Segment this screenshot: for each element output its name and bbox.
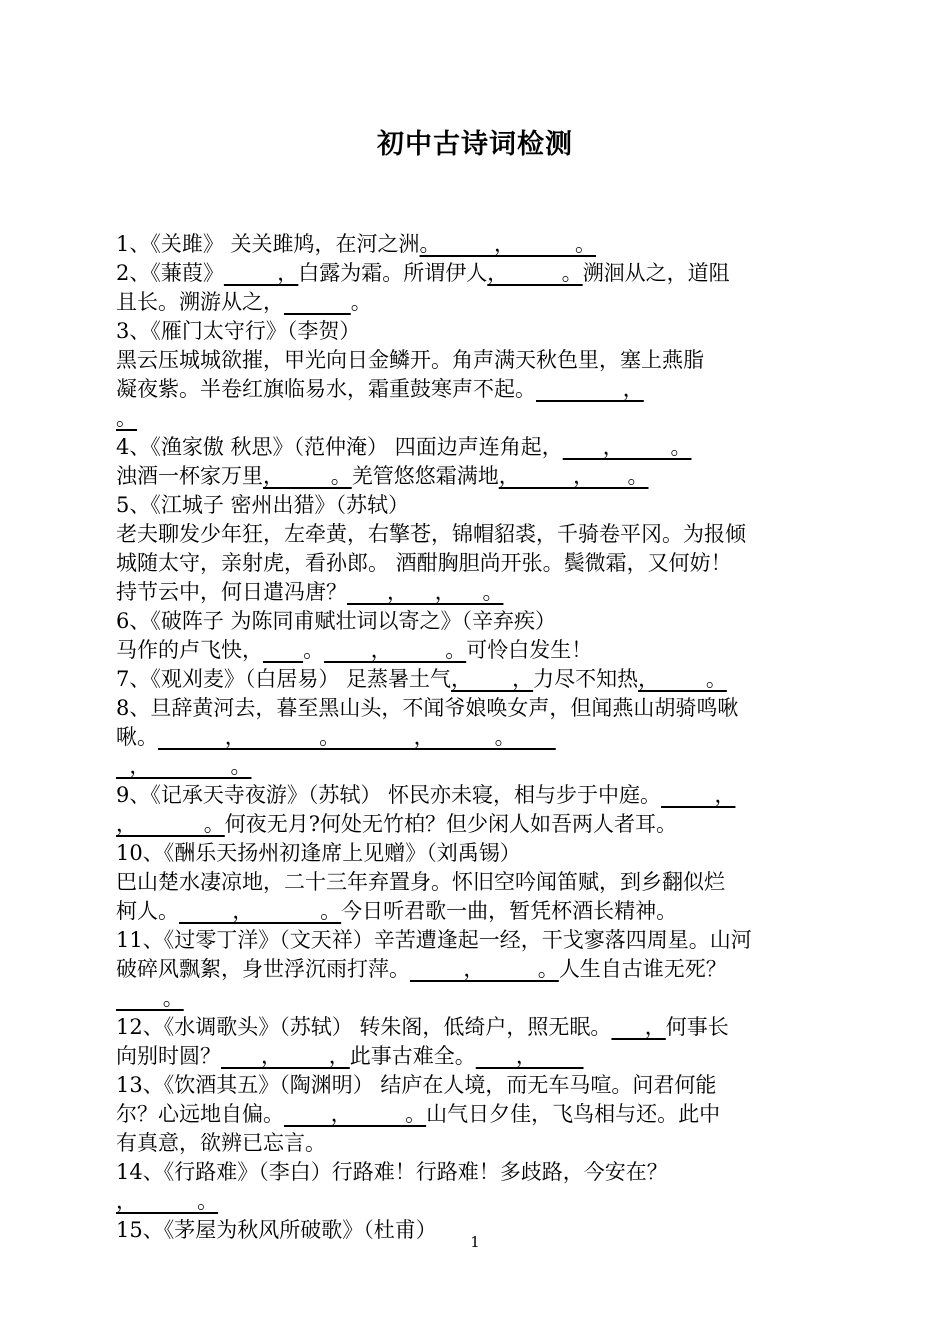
line-text: 4、《渔家傲 秋思》（范仲淹） 四面边声连角起， — [116, 435, 563, 459]
line-text: 2、《蒹葭》 — [116, 261, 224, 285]
text-line — [116, 259, 842, 288]
text-line — [116, 549, 842, 578]
line-text: 1、《关雎》 关关雎鸠，在河之洲 — [116, 232, 420, 256]
line-text: 何夜无月?何处无竹柏？但少闲人如吾两人者耳。 — [224, 812, 678, 836]
line-text: 白露为霜。所谓伊人 — [298, 261, 488, 285]
line-text: 山气日夕佳，飞鸟相与还。此中 — [426, 1102, 721, 1126]
fill-blank: ， ， 。 — [498, 464, 649, 488]
text-line — [116, 317, 842, 346]
text-line — [116, 723, 842, 752]
line-text: 柯人。 — [116, 899, 179, 923]
text-line — [116, 375, 842, 404]
text-line — [116, 1071, 842, 1100]
line-text: 。 — [303, 638, 325, 662]
line-text: 持节云中，何日遣冯唐？ — [116, 580, 347, 604]
fill-blank: ， — [223, 261, 299, 285]
text-line — [116, 1129, 842, 1158]
document-body — [116, 230, 842, 1245]
line-text: 可怜白发生！ — [466, 638, 593, 662]
fill-blank: 。 ， 。 — [419, 232, 597, 256]
text-line — [116, 781, 842, 810]
text-line — [116, 578, 842, 607]
line-text: 凝夜紫。半卷红旗临易水，霜重鼓寒声不起。 — [116, 377, 536, 401]
fill-blank: ， 。 — [116, 1189, 219, 1213]
fill-blank: ， 。 ， 。 — [158, 725, 556, 749]
page-number: 1 — [470, 1233, 480, 1251]
text-line — [116, 433, 842, 462]
text-line — [116, 1158, 842, 1187]
fill-blank: ， 。 — [263, 464, 352, 488]
fill-blank: ， 。 — [410, 957, 559, 981]
text-line — [116, 926, 842, 955]
text-line — [116, 491, 842, 520]
line-text: 黑云压城城欲摧，甲光向日金鳞开。角声满天秋色里，塞上燕脂 — [116, 348, 704, 372]
fill-blank: ， — [661, 783, 736, 807]
line-text: 老夫聊发少年狂，左牵黄，右擎苍，锦帽貂裘，千骑卷平冈。为报倾 — [116, 522, 746, 546]
line-text: 且长。溯游从之， — [116, 290, 284, 314]
line-text: 马作的卢飞快， — [116, 638, 263, 662]
fill-blank — [263, 638, 303, 662]
line-text: 有真意，欲辨已忘言。 — [116, 1131, 326, 1155]
fill-blank: ， — [536, 377, 644, 401]
text-line — [116, 404, 842, 433]
line-text: 破碎风飘絮，身世浮沉雨打萍。 — [116, 957, 410, 981]
text-line — [116, 607, 842, 636]
line-text: 尔？心远地自偏。 — [116, 1102, 284, 1126]
line-text: 力尽不知热 — [533, 667, 639, 691]
text-line — [116, 897, 842, 926]
line-text: 今日听君歌一曲，暂凭杯酒长精神。 — [341, 899, 678, 923]
fill-blank — [284, 290, 351, 314]
line-text: 15、《茅屋为秋风所破歌》（杜甫） — [116, 1218, 437, 1242]
text-line — [116, 868, 842, 897]
line-text: 巴山楚水凄凉地，二十三年弃置身。怀旧空吟闻笛赋，到乡翻似烂 — [116, 870, 725, 894]
fill-blank: ， — [611, 1015, 666, 1039]
fill-blank: 。 — [116, 986, 184, 1010]
line-text: 何事长 — [665, 1015, 729, 1039]
text-line — [116, 636, 842, 665]
text-line — [116, 288, 842, 317]
line-text: 此事古难全。 — [349, 1044, 476, 1068]
text-line — [116, 1100, 842, 1129]
text-line — [116, 752, 842, 781]
line-text: 3、《雁门太守行》（李贺） — [116, 319, 361, 343]
line-text: 人生自古谁无死？ — [558, 957, 727, 981]
fill-blank: ， ， 。 — [347, 580, 504, 604]
fill-blank: ， ， — [221, 1044, 350, 1068]
line-text: 向别时圆？ — [116, 1044, 221, 1068]
text-line — [116, 694, 842, 723]
line-text: 6、《破阵子 为陈同甫赋壮词以寄之》（辛弃疾） — [116, 609, 557, 633]
text-line — [116, 810, 842, 839]
line-text: 9、《记承天寺夜游》（苏轼） 怀民亦未寝，相与步于中庭。 — [116, 783, 662, 807]
text-line — [116, 520, 842, 549]
text-line — [116, 839, 842, 868]
fill-blank: ， 。 — [324, 638, 467, 662]
fill-blank: ， 。 — [284, 1102, 427, 1126]
line-text: 羌管悠悠霜满地 — [351, 464, 499, 488]
line-text: 8、旦辞黄河去，暮至黑山头，不闻爷娘唤女声，但闻燕山胡骑鸣啾 — [116, 696, 739, 720]
fill-blank: 。 — [116, 406, 137, 430]
line-text: 14、《行路难》（李白）行路难！行路难！多歧路，今安在？ — [116, 1160, 668, 1184]
fill-blank: ， 。 — [179, 899, 342, 923]
text-line — [116, 1042, 842, 1071]
line-text: 13、《饮酒其五》（陶渊明） 结庐在人境，而无车马喧。问君何能 — [116, 1073, 717, 1097]
line-text: 浊酒一杯家万里 — [116, 464, 263, 488]
fill-blank: ， ， — [451, 667, 534, 691]
line-text: 城随太守，亲射虎，看孙郎。 酒酣胸胆尚开张。鬓微霜，又何妨！ — [116, 551, 732, 575]
text-line — [116, 665, 842, 694]
fill-blank: ， 。 — [562, 435, 692, 459]
text-line — [116, 346, 842, 375]
line-text: 10、《酬乐天扬州初逢席上见赠》（刘禹锡） — [116, 841, 521, 865]
fill-blank: ， 。 — [638, 667, 727, 691]
line-text: 。 — [350, 290, 372, 314]
text-line — [116, 462, 842, 491]
line-text: 11、《过零丁洋》（文天祥）辛苦遭逢起一经，干戈寥落四周星。山河 — [116, 928, 752, 952]
line-text: 5、《江城子 密州出猎》（苏轼） — [116, 493, 410, 517]
fill-blank: ， — [475, 1044, 584, 1068]
text-line — [116, 955, 842, 984]
fill-blank: ， 。 — [116, 754, 252, 778]
line-text: 12、《水调歌头》（苏轼） 转朱阁，低绮户，照无眠。 — [116, 1015, 612, 1039]
line-text: 溯洄从之，道阻 — [582, 261, 730, 285]
text-line — [116, 1013, 842, 1042]
page-title: 初中古诗词检测 — [377, 129, 573, 160]
fill-blank: ， 。 — [487, 261, 583, 285]
text-line — [116, 984, 842, 1013]
fill-blank: ， 。 — [116, 812, 225, 836]
line-text: 啾。 — [116, 725, 158, 749]
line-text: 7、《观刈麦》（白居易） 足蒸暑土气 — [116, 667, 452, 691]
text-line — [116, 230, 842, 259]
text-line — [116, 1187, 842, 1216]
